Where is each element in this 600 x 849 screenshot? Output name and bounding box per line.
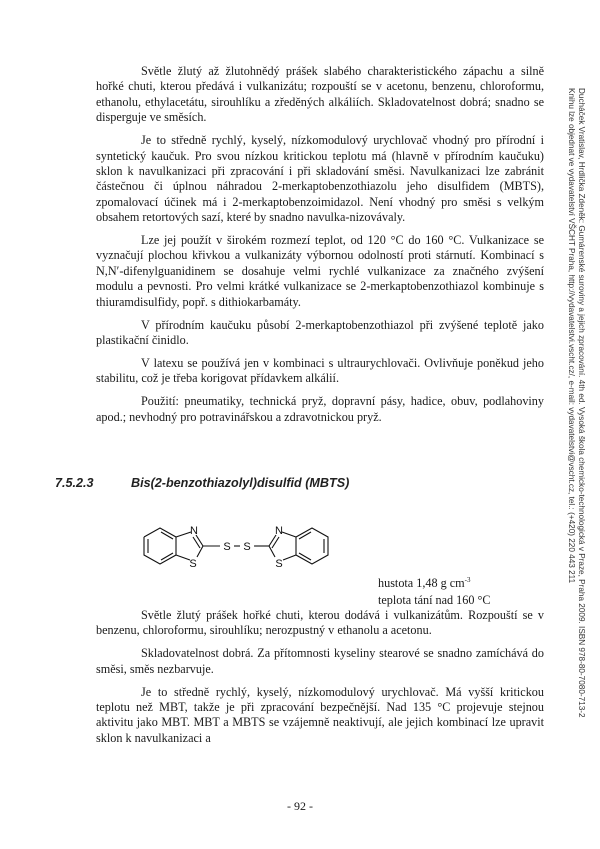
side-citation — [556, 88, 586, 728]
paragraph-mbt-description: Světle žlutý až žlutohnědý prášek slabého charakteristického zápachu a silně hořké chuti, kterou předává i vulkanizátu; rozpouští se v acetonu, benzenu, chloroformu, ethanolu, ethylacetátu, sirouhlíku a zředěných alkáliích. Skladovatelnost dobrá; snadno se disperguje ve směsích. — [96, 64, 544, 125]
melting-point: teplota tání nad 160 °C — [378, 593, 491, 607]
paragraph-mbt-latex: V latexu se používá jen v kombinaci s ultraurychlovači. Ovlivňuje poněkud jeho stabilitu, což je třeba korigovat přídavkem alkálií. — [96, 355, 544, 386]
citation-line-2: Knihu lze objednat ve vydavatelství VŠCHT Praha, http://vydavatelstvi.vscht.cz/, e-mail: vydavatelstvi@vscht.cz, tel.: (+420) 220 443 211 — [566, 88, 576, 584]
atom-s-left-ring: S — [189, 558, 197, 570]
paragraph-mbts-properties: Je to středně rychlý, kyselý, nízkomodulový urychlovač. Má vyšší kritickou teplotu než MBT, takže je při zpracování bezpečnější. Nad 135 °C projevuje stejnou aktivitu jako MBT. MBT a MBTS se vzájemně neaktivují, ale jejich kombinací lze upravit sklon k navulkanizaci a — [96, 684, 544, 745]
section-heading — [55, 476, 349, 490]
density-exponent: -3 — [464, 576, 471, 584]
atom-s-right-ring: S — [275, 558, 283, 570]
paragraph-mbt-temperature: Lze jej použít v širokém rozmezí teplot, od 120 °C do 160 °C. Vulkanizace se vyznačují plochou křivkou a vulkanizáty výbornou odolností proti stárnutí. Kombinací s N,N′-difenylguanidinem se dosahuje velmi rychlé vulkanizace za značného zvýšení modulu a pevnosti. Pro velmi krátké vulkanizace se 2-merkaptobenzothiazol kombinuje s thiuramdisulfidy, popř. s dithiokarbamáty. — [96, 233, 544, 309]
bottom-text-block — [96, 608, 544, 754]
section-number: 7.5.2.3 — [55, 476, 94, 490]
citation-line-1: Ducháček Vratislav, Hrdlička Zdeněk: Gumárenské suroviny a jejich zpracování. 4th ed. Vysoká škola chemicko-technologická v Praze, Praha 2009. ISBN 978-80-7080-713-2 — [577, 88, 586, 718]
atom-n-right: N — [275, 525, 283, 537]
paragraph-mbts-storage: Skladovatelnost dobrá. Za přítomnosti kyseliny stearové se snadno zamíchává do směsi, směs nezbarvuje. — [96, 646, 544, 676]
atom-s-bridge-2: S — [243, 541, 251, 553]
density: hustota 1,48 g $cm^{-3}$ — [378, 576, 471, 590]
paragraph-mbt-natural-rubber: V přírodním kaučuku působí 2-merkaptobenzothiazol při zvýšené teplotě jako plastikační činidlo. — [96, 317, 544, 347]
physical-properties — [378, 572, 491, 609]
section-title: Bis(2-benzothiazolyl)disulfid (MBTS) — [131, 476, 350, 490]
paragraph-mbt-usage: Použití: pneumatiky, technická pryž, dopravní pásy, hadice, obuv, podlahoviny apod.; nevhodný pro potravinářskou a zdravotnickou pryž. — [96, 394, 544, 424]
paragraph-mbt-properties: Je to středně rychlý, kyselý, nízkomodulový urychlovač vhodný pro přírodní i syntetický kaučuk. Pro svou nízkou kritickou teplotu má (hlavně v přírodním kaučuku) sklon k navulkanizaci při zpracování i při skladování směsi. Navulkanizaci lze zabránit částečnou či úplnou náhradou 2-merkaptobenzothiazolu jeho disulfidem (MBTS), zpomalovací účinek má i 2-merkaptobenzoimidazol. Není vhodný pro směsi s velkým obsahem retortových sazí, které by snadno navulka-nizovávaly. — [96, 133, 544, 225]
top-text-block — [96, 64, 544, 433]
page-number: - 92 - — [287, 799, 313, 813]
atom-s-bridge-1: S — [223, 541, 231, 553]
paragraph-mbts-description: Světle žlutý prášek hořké chuti, kterou dodává i vulkanizátům. Rozpouští se v benzenu, chloroformu, sirouhlíku; nerozpustný v ethanolu a acetonu. — [96, 608, 544, 638]
atom-n-left: N — [190, 525, 198, 537]
mbts-structure-diagram — [130, 510, 350, 575]
left-benzothiazole-ring — [144, 528, 220, 564]
